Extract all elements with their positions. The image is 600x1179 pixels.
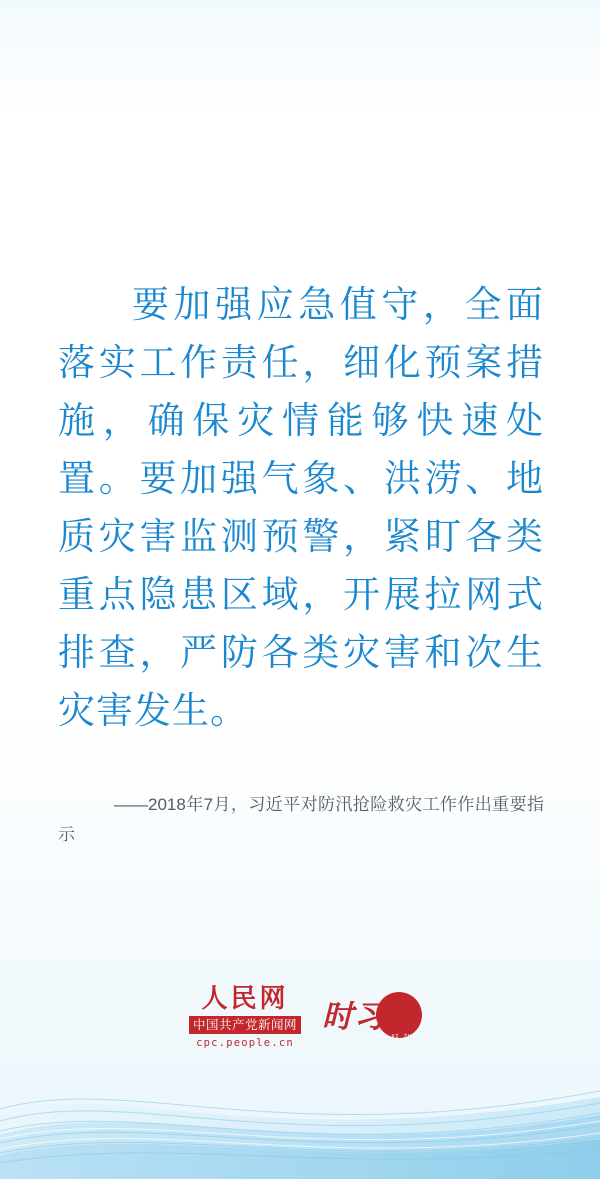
quote-attribution: ——2018年7月，习近平对防汛抢险救灾工作作出重要指示	[58, 795, 544, 844]
top-gradient-wash	[0, 0, 600, 120]
shixizhi-logo-name: 时习之	[322, 999, 418, 1035]
people-cn-logo-subtitle: 中国共产党新闻网	[189, 1016, 301, 1034]
quote-block	[58, 276, 544, 740]
quote-text: 要加强应急值守，全面落实工作责任，细化预案措施，确保灾情能够快速处置。要加强气象、洪涝、地质灾害监测预警，紧盯各类重点隐患区域，开展拉网式排查，严防各类灾害和次生灾害发生。	[58, 284, 544, 731]
wave-decoration	[0, 1039, 600, 1179]
shixizhi-logo-pinyin: SHI XI ZHI	[374, 1034, 416, 1040]
people-cn-logo-name: 人民网	[201, 984, 289, 1014]
people-cn-logo-url: cpc.people.cn	[196, 1037, 294, 1049]
